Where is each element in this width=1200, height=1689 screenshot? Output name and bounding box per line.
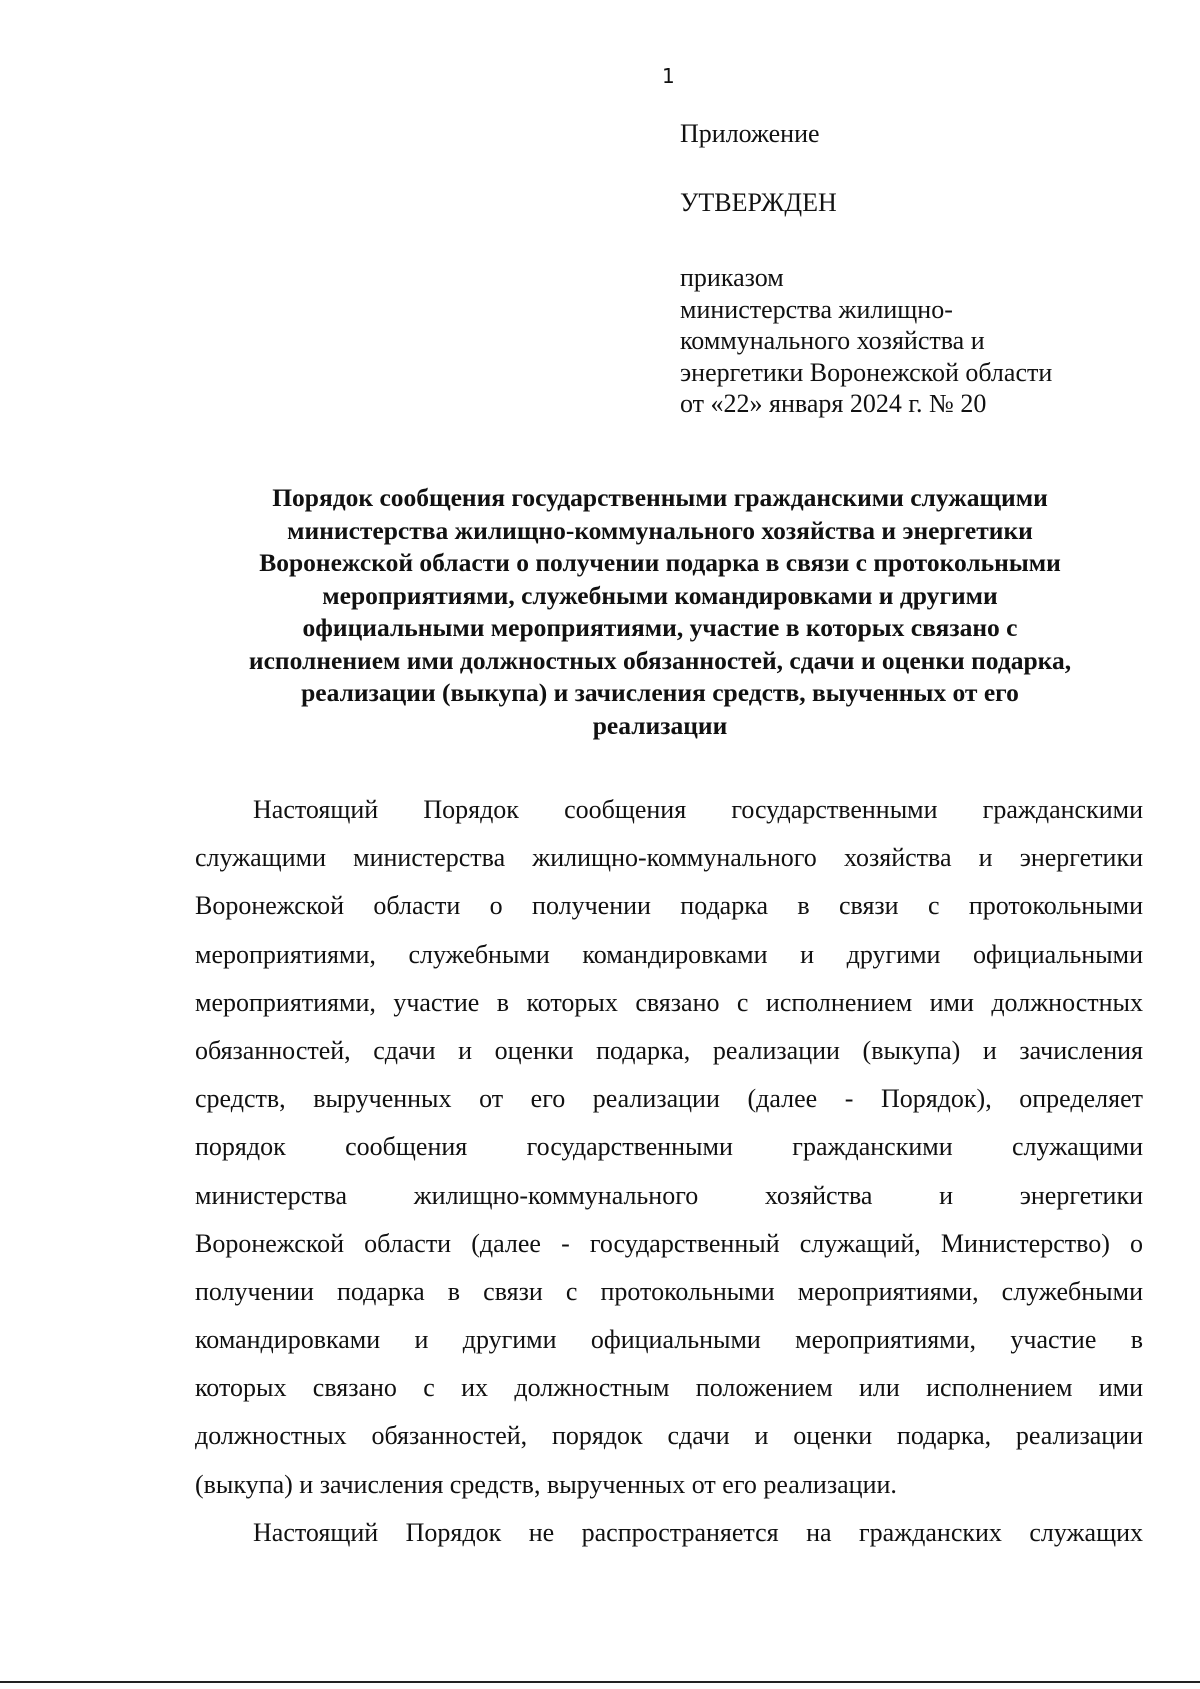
body-line: (выкупа) и зачисления средств, вырученных от его реализации. (195, 1469, 897, 1499)
order-line: министерства жилищно- (680, 294, 953, 324)
title-line: Порядок сообщения государственными гражданскими служащими (272, 483, 1048, 512)
approval-block (680, 118, 1160, 420)
document-body (195, 786, 1143, 1557)
order-line: от «22» января 2024 г. № 20 (680, 389, 987, 418)
title-line: официальными мероприятиями, участие в которых связано с (302, 613, 1018, 642)
title-line: исполнением ими должностных обязанностей, сдачи и оценки подарка, (248, 645, 1072, 675)
body-line: служащими министерства жилищно-коммунального хозяйства и энергетики (195, 843, 1143, 873)
body-line: средств, вырученных от его реализации (далее - Порядок), определяет (195, 1084, 1143, 1114)
body-line: которых связано с их должностным положением или исполнением ими (195, 1373, 1143, 1403)
order-line: энергетики Воронежской области (680, 357, 1053, 387)
body-line: получении подарка в связи с протокольными мероприятиями, служебными (195, 1276, 1143, 1306)
body-line: командировками и другими официальными мероприятиями, участие в (195, 1325, 1143, 1355)
order-line: коммунального хозяйства и (680, 326, 985, 355)
body-line: должностных обязанностей, порядок сдачи и оценки подарка, реализации (195, 1421, 1143, 1451)
body-line: министерства жилищно-коммунального хозяйства и энергетики (195, 1180, 1143, 1210)
body-line: Воронежской области (далее - государственный служащий, Министерство) о (195, 1228, 1143, 1258)
order-line: приказом (680, 263, 784, 292)
approved-label: УТВЕРЖДЕН (680, 187, 837, 217)
body-line: порядок сообщения государственными гражданскими служащими (195, 1132, 1143, 1162)
body-line: мероприятиями, участие в которых связано с исполнением ими должностных (195, 987, 1143, 1017)
body-line: обязанностей, сдачи и оценки подарка, реализации (выкупа) и зачисления (195, 1035, 1143, 1065)
body-line: Настоящий Порядок не распространяется на гражданских служащих (253, 1517, 1143, 1547)
title-line: реализации (592, 710, 728, 740)
order-reference (680, 262, 1160, 420)
paragraph-1 (195, 786, 1143, 1509)
body-line: Настоящий Порядок сообщения государственными гражданскими (253, 795, 1143, 824)
title-line: министерства жилищно-коммунального хозяйства и энергетики (287, 515, 1033, 545)
annex-label: Приложение (680, 119, 820, 148)
body-line: Воронежской области о получении подарка в связи с протокольными (195, 891, 1143, 921)
title-line: реализации (выкупа) и зачисления средств, выученных от его (301, 678, 1019, 707)
scan-bottom-edge (0, 1681, 1200, 1683)
title-line: Воронежской области о получении подарка в связи с протокольными (259, 548, 1061, 577)
paragraph-2 (195, 1509, 1143, 1557)
document-title (195, 482, 1125, 742)
title-line: мероприятиями, служебными командировками и другими (322, 580, 998, 610)
body-line: мероприятиями, служебными командировками и другими официальными (195, 939, 1143, 969)
page-number: 1 (662, 64, 675, 88)
